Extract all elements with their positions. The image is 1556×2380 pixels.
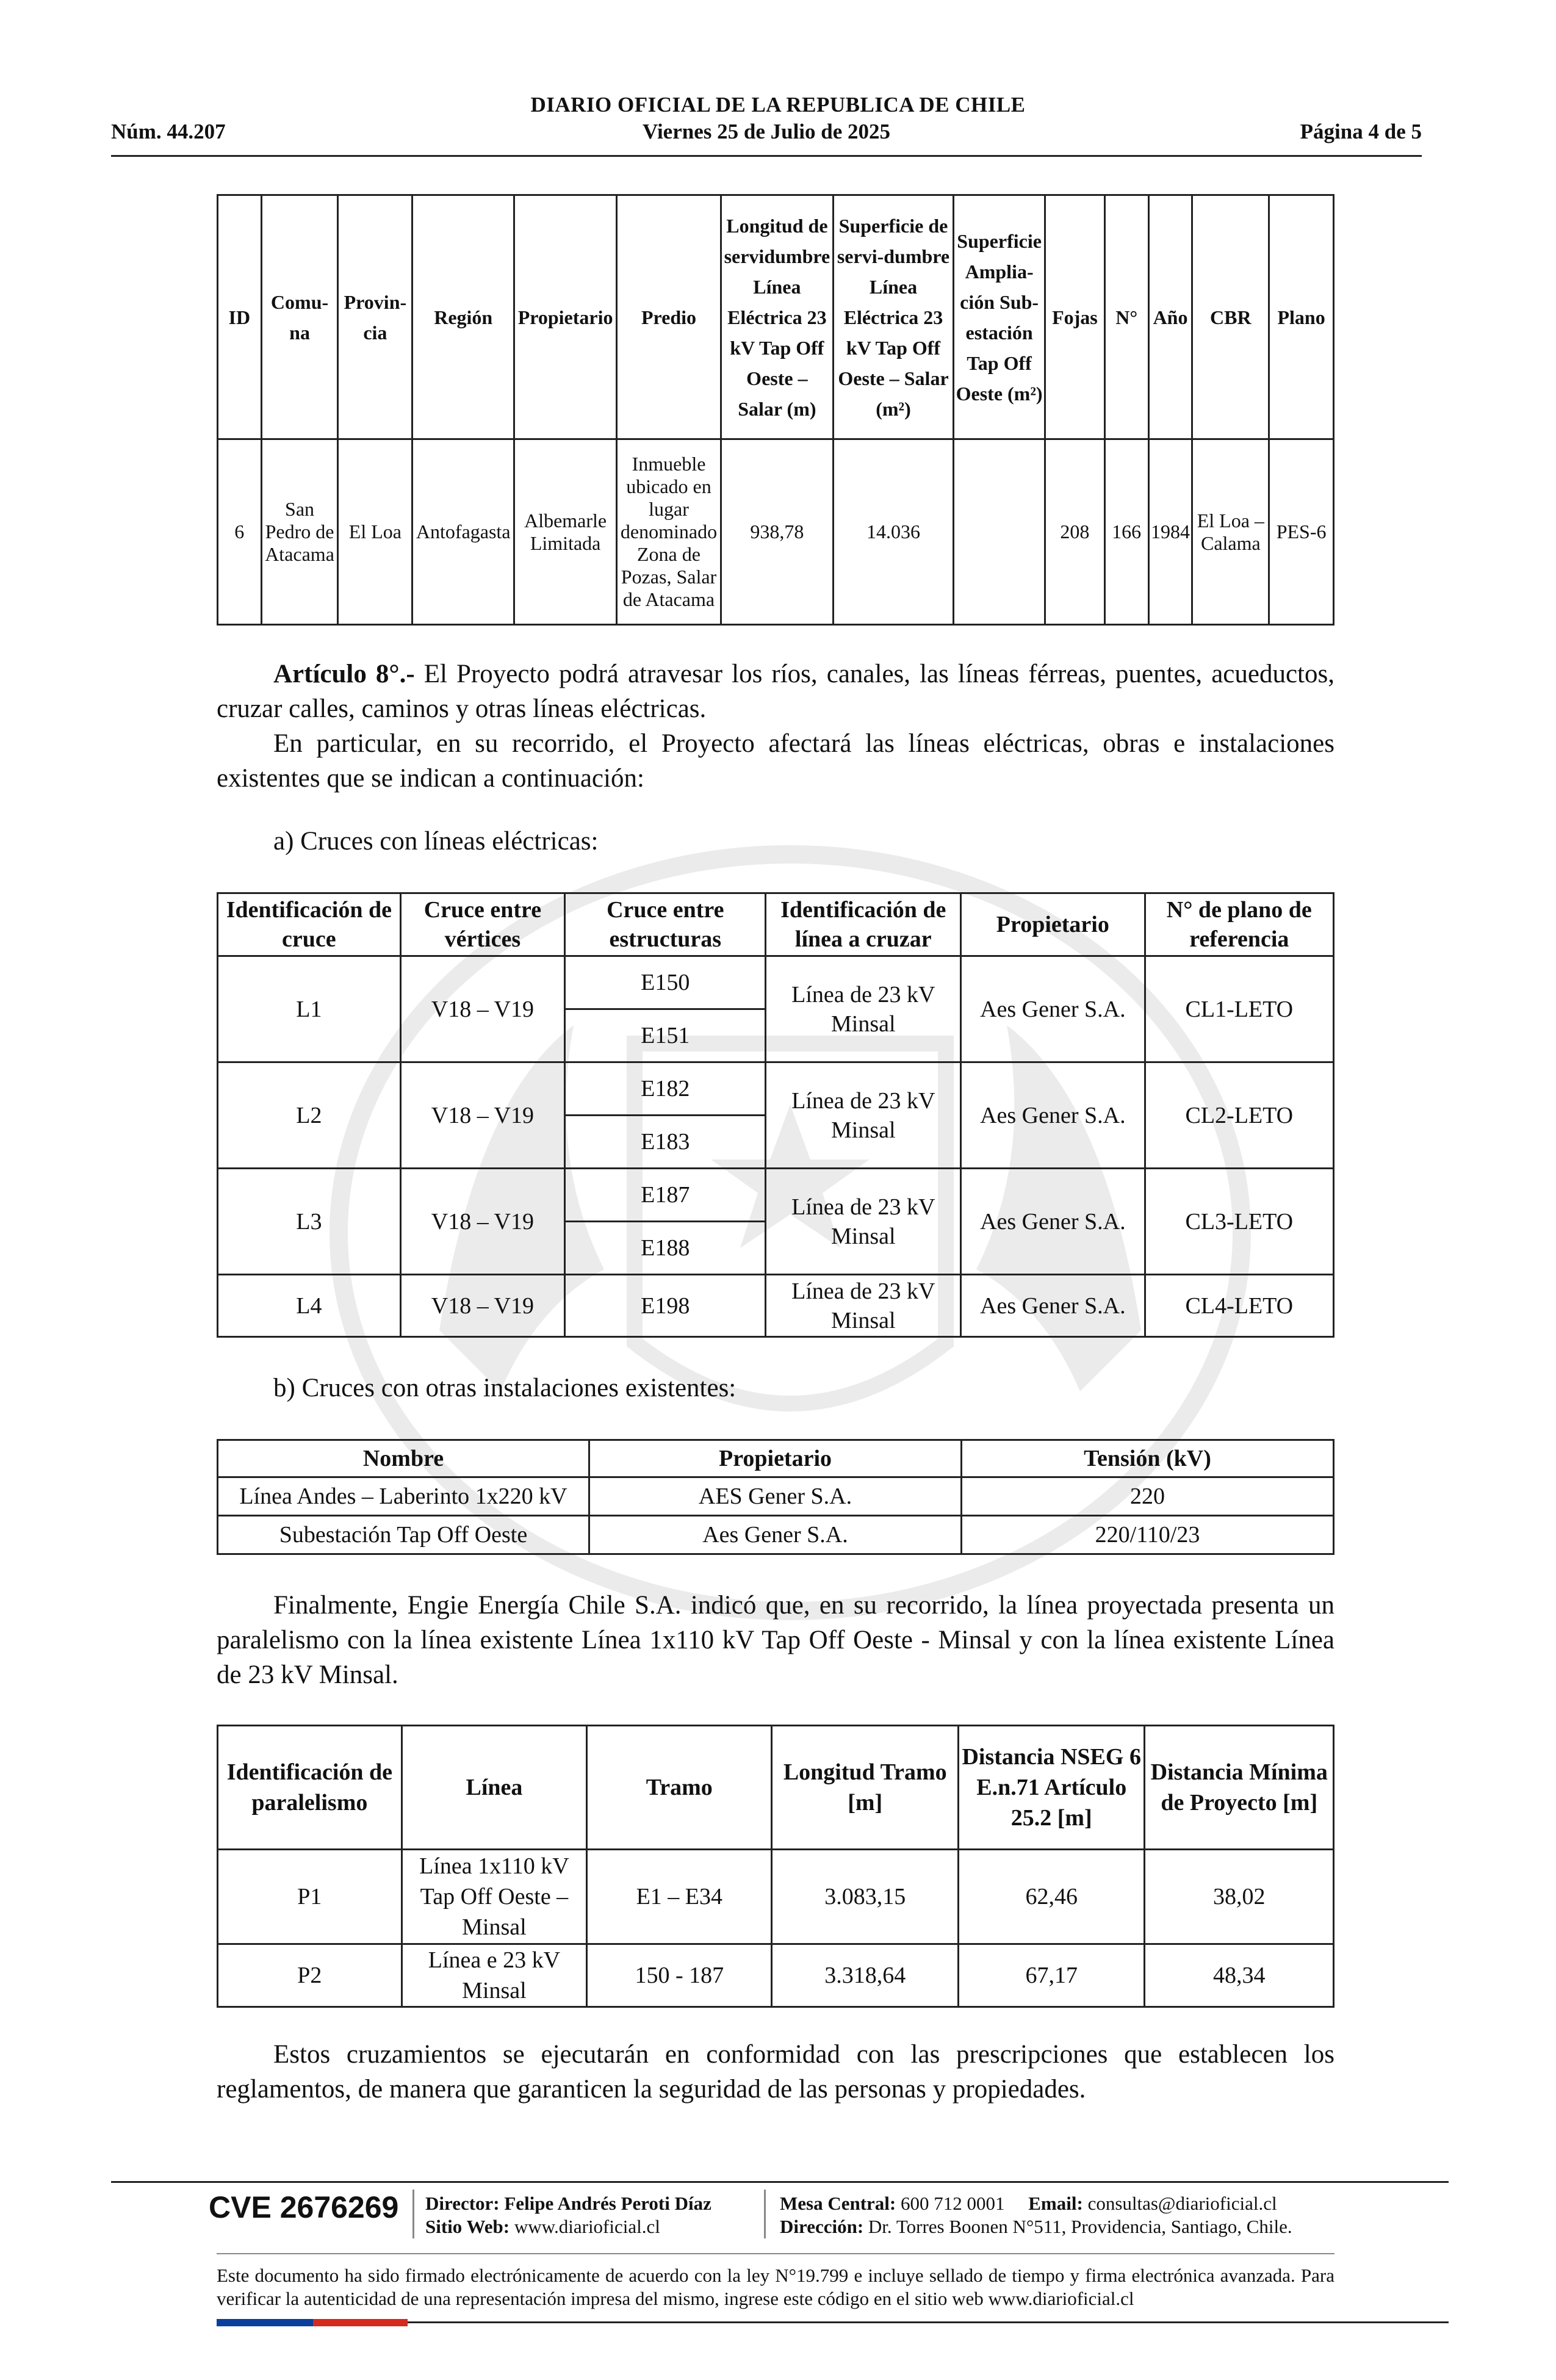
table-cell: V18 – V19	[400, 1169, 564, 1275]
header-cell: Propietario	[961, 893, 1145, 956]
header-cell: Propietario	[514, 195, 617, 439]
header-cell: Longitud Tramo [m]	[772, 1726, 959, 1850]
table-cell: PES-6	[1269, 439, 1334, 625]
table-cell: 14.036	[833, 439, 953, 625]
table-cell: Aes Gener S.A.	[961, 956, 1145, 1062]
table-cell: E150	[565, 956, 766, 1009]
table-cell: 220	[962, 1477, 1334, 1516]
header-cell: Identificación de línea a cruzar	[766, 893, 961, 956]
parallelism-table	[217, 1725, 1334, 2008]
table-cell: V18 – V19	[400, 1062, 564, 1169]
table-row	[218, 1275, 1334, 1337]
article-paragraph	[217, 1588, 1334, 1692]
issue-date: Viernes 25 de Julio de 2025	[642, 120, 891, 143]
table-cell: 67,17	[958, 1944, 1145, 2007]
footer-director-block	[425, 2192, 711, 2238]
table-cell: Aes Gener S.A.	[961, 1275, 1145, 1337]
table-row	[218, 1477, 1334, 1516]
header-cell: Superficie de servi-dumbre Línea Eléctrica 23 kV Tap Off Oeste – Salar (m²)	[833, 195, 953, 439]
footer-contact-block	[780, 2192, 1292, 2238]
table-cell: CL1-LETO	[1145, 956, 1333, 1062]
article-text: El Proyecto podrá atravesar los ríos, canales, las líneas férreas, puentes, acueductos, cruzar calles, caminos y otras líneas eléctricas.	[217, 660, 1334, 723]
table-cell: 38,02	[1145, 1850, 1334, 1944]
table-cell: 3.318,64	[772, 1944, 959, 2007]
table-cell: E1 – E34	[587, 1850, 772, 1944]
header-cell: ID	[218, 195, 262, 439]
table-cell: Albemarle Limitada	[514, 439, 617, 625]
header-cell: N° de plano de referencia	[1145, 893, 1333, 956]
header-cell: Superficie Amplia-ción Sub-estación Tap Off Oeste (m²)	[954, 195, 1045, 439]
article-paragraph	[217, 726, 1334, 796]
footer-separator	[764, 2190, 766, 2238]
table-cell: Antofagasta	[412, 439, 514, 625]
page-number: Página 4 de 5	[1300, 120, 1422, 143]
table-cell: E183	[565, 1116, 766, 1169]
table-cell: L2	[218, 1062, 401, 1169]
table-cell	[954, 439, 1045, 625]
phone-number: 600 712 0001	[901, 2193, 1005, 2214]
header-cell: CBR	[1192, 195, 1269, 439]
table-cell: E188	[565, 1222, 766, 1275]
header-cell: N°	[1104, 195, 1148, 439]
property-table	[217, 194, 1334, 626]
table-row	[218, 1062, 1334, 1116]
table-cell: E187	[565, 1169, 766, 1222]
header-cell: Nombre	[218, 1440, 589, 1477]
header-cell: Región	[412, 195, 514, 439]
table-cell: Aes Gener S.A.	[589, 1516, 962, 1554]
table-cell: 166	[1104, 439, 1148, 625]
article-text: Estos cruzamientos se ejecutarán en conformidad con las prescripciones que establecen los reglamentos, de manera que garanticen la seguridad de las personas y propiedades.	[217, 2040, 1334, 2104]
table-cell: Línea Andes – Laberinto 1x220 kV	[218, 1477, 589, 1516]
table-cell: Inmueble ubicado en lugar denominado Zona de Pozas, Salar de Atacama	[617, 439, 721, 625]
table-row	[218, 1169, 1334, 1222]
header-row	[111, 120, 1422, 148]
table-cell: 1984	[1148, 439, 1192, 625]
table-row	[218, 1850, 1334, 1944]
table-cell: CL3-LETO	[1145, 1169, 1333, 1275]
header-cell: Longitud de servidumbre Línea Eléctrica 23 kV Tap Off Oeste – Salar (m)	[721, 195, 833, 439]
header-cell: Identificación de cruce	[218, 893, 401, 956]
address: Dr. Torres Boonen N°511, Providencia, Santiago, Chile.	[868, 2216, 1292, 2237]
article-text: En particular, en su recorrido, el Proyecto afectará las líneas eléctricas, obras e instalaciones existentes que se indican a continuación:	[217, 729, 1334, 793]
header-cell: Identificación de paralelismo	[218, 1726, 402, 1850]
table-cell: 62,46	[958, 1850, 1145, 1944]
legal-notice: Este documento ha sido firmado electrónicamente de acuerdo con la ley N°19.799 e incluye sellado de tiempo y firma electrónica avanzada. Para verificar la autenticidad de una representación impresa del mismo, ingrese este código en el sitio web www.diarioficial.cl	[217, 2265, 1334, 2309]
article-paragraph	[217, 657, 1334, 726]
newspaper-title: DIARIO OFICIAL DE LA REPUBLICA DE CHILE	[530, 93, 1026, 117]
header-divider	[111, 155, 1422, 157]
table-cell: L1	[218, 956, 401, 1062]
crossings-table	[217, 892, 1334, 1338]
table-row	[218, 1516, 1334, 1554]
article-label: Artículo 8°.-	[273, 660, 415, 688]
table-cell: CL2-LETO	[1145, 1062, 1333, 1169]
installations-table	[217, 1439, 1334, 1555]
footer-divider	[111, 2181, 1449, 2183]
table-row	[218, 956, 1334, 1009]
table-cell: V18 – V19	[400, 956, 564, 1062]
table-cell: 3.083,15	[772, 1850, 959, 1944]
table-cell: L3	[218, 1169, 401, 1275]
email-link[interactable]: consultas@diarioficial.cl	[1087, 2193, 1277, 2214]
address-label: Dirección:	[780, 2216, 864, 2237]
header-cell: Cruce entre estructuras	[565, 893, 766, 956]
header-cell: Plano	[1269, 195, 1334, 439]
table-cell: CL4-LETO	[1145, 1275, 1333, 1337]
header-cell: Propietario	[589, 1440, 962, 1477]
table-cell: Línea de 23 kV Minsal	[766, 1169, 961, 1275]
table-cell: El Loa	[338, 439, 412, 625]
table-cell: El Loa – Calama	[1192, 439, 1269, 625]
director-label: Director:	[425, 2193, 500, 2214]
section-heading-b: b) Cruces con otras instalaciones existentes:	[273, 1374, 737, 1402]
header-cell: Cruce entre vértices	[400, 893, 564, 956]
header-cell: Año	[1148, 195, 1192, 439]
header-cell: Predio	[617, 195, 721, 439]
table-cell: 48,34	[1145, 1944, 1334, 2007]
table-cell: E182	[565, 1062, 766, 1116]
table-cell: P1	[218, 1850, 402, 1944]
web-label: Sitio Web:	[425, 2216, 510, 2237]
director-name: Felipe Andrés Peroti Díaz	[504, 2193, 711, 2214]
footer-separator	[412, 2190, 414, 2238]
website-link[interactable]: www.diarioficial.cl	[514, 2216, 660, 2237]
table-cell: AES Gener S.A.	[589, 1477, 962, 1516]
article-paragraph	[217, 2037, 1334, 2107]
header-cell: Comu-na	[261, 195, 338, 439]
table-cell: Línea e 23 kV Minsal	[402, 1944, 586, 2007]
table-cell: 208	[1045, 439, 1105, 625]
table-cell: 150 - 187	[587, 1944, 772, 2007]
header-cell: Fojas	[1045, 195, 1105, 439]
table-cell: Línea de 23 kV Minsal	[766, 956, 961, 1062]
table-cell: San Pedro de Atacama	[261, 439, 338, 625]
email-label: Email:	[1028, 2193, 1083, 2214]
cve-code: CVE 2676269	[209, 2190, 399, 2224]
table-cell: E198	[565, 1275, 766, 1337]
table-cell: L4	[218, 1275, 401, 1337]
table-cell: Línea de 23 kV Minsal	[766, 1275, 961, 1337]
table-cell: 938,78	[721, 439, 833, 625]
table-cell: Línea 1x110 kV Tap Off Oeste – Minsal	[402, 1850, 586, 1944]
flag-blue-stripe	[217, 2319, 313, 2326]
article-text: Finalmente, Engie Energía Chile S.A. indicó que, en su recorrido, la línea proyectada presenta un paralelismo con la línea existente Línea 1x110 kV Tap Off Oeste - Minsal y con la línea existente Línea de 23 kV Minsal.	[217, 1591, 1334, 1689]
table-cell: V18 – V19	[400, 1275, 564, 1337]
table-cell: Aes Gener S.A.	[961, 1062, 1145, 1169]
issue-number: Núm. 44.207	[111, 120, 226, 143]
footer-divider	[408, 2321, 1449, 2323]
header-cell: Tensión (kV)	[962, 1440, 1334, 1477]
section-heading-a: a) Cruces con líneas eléctricas:	[273, 827, 599, 856]
table-cell: 220/110/23	[962, 1516, 1334, 1554]
table-row	[218, 1944, 1334, 2007]
table-cell: E151	[565, 1009, 766, 1062]
table-cell: Aes Gener S.A.	[961, 1169, 1145, 1275]
header-cell: Provin-cia	[338, 195, 412, 439]
table-cell: 6	[218, 439, 262, 625]
table-cell: P2	[218, 1944, 402, 2007]
header-cell: Línea	[402, 1726, 586, 1850]
header-cell: Distancia NSEG 6 E.n.71 Artículo 25.2 [m]	[958, 1726, 1145, 1850]
header-cell: Distancia Mínima de Proyecto [m]	[1145, 1726, 1334, 1850]
table-cell: Subestación Tap Off Oeste	[218, 1516, 589, 1554]
table-row	[218, 439, 1334, 625]
footer-divider	[217, 2253, 1334, 2254]
mesa-label: Mesa Central:	[780, 2193, 896, 2214]
table-cell: Línea de 23 kV Minsal	[766, 1062, 961, 1169]
flag-red-stripe	[313, 2319, 408, 2326]
header-cell: Tramo	[587, 1726, 772, 1850]
